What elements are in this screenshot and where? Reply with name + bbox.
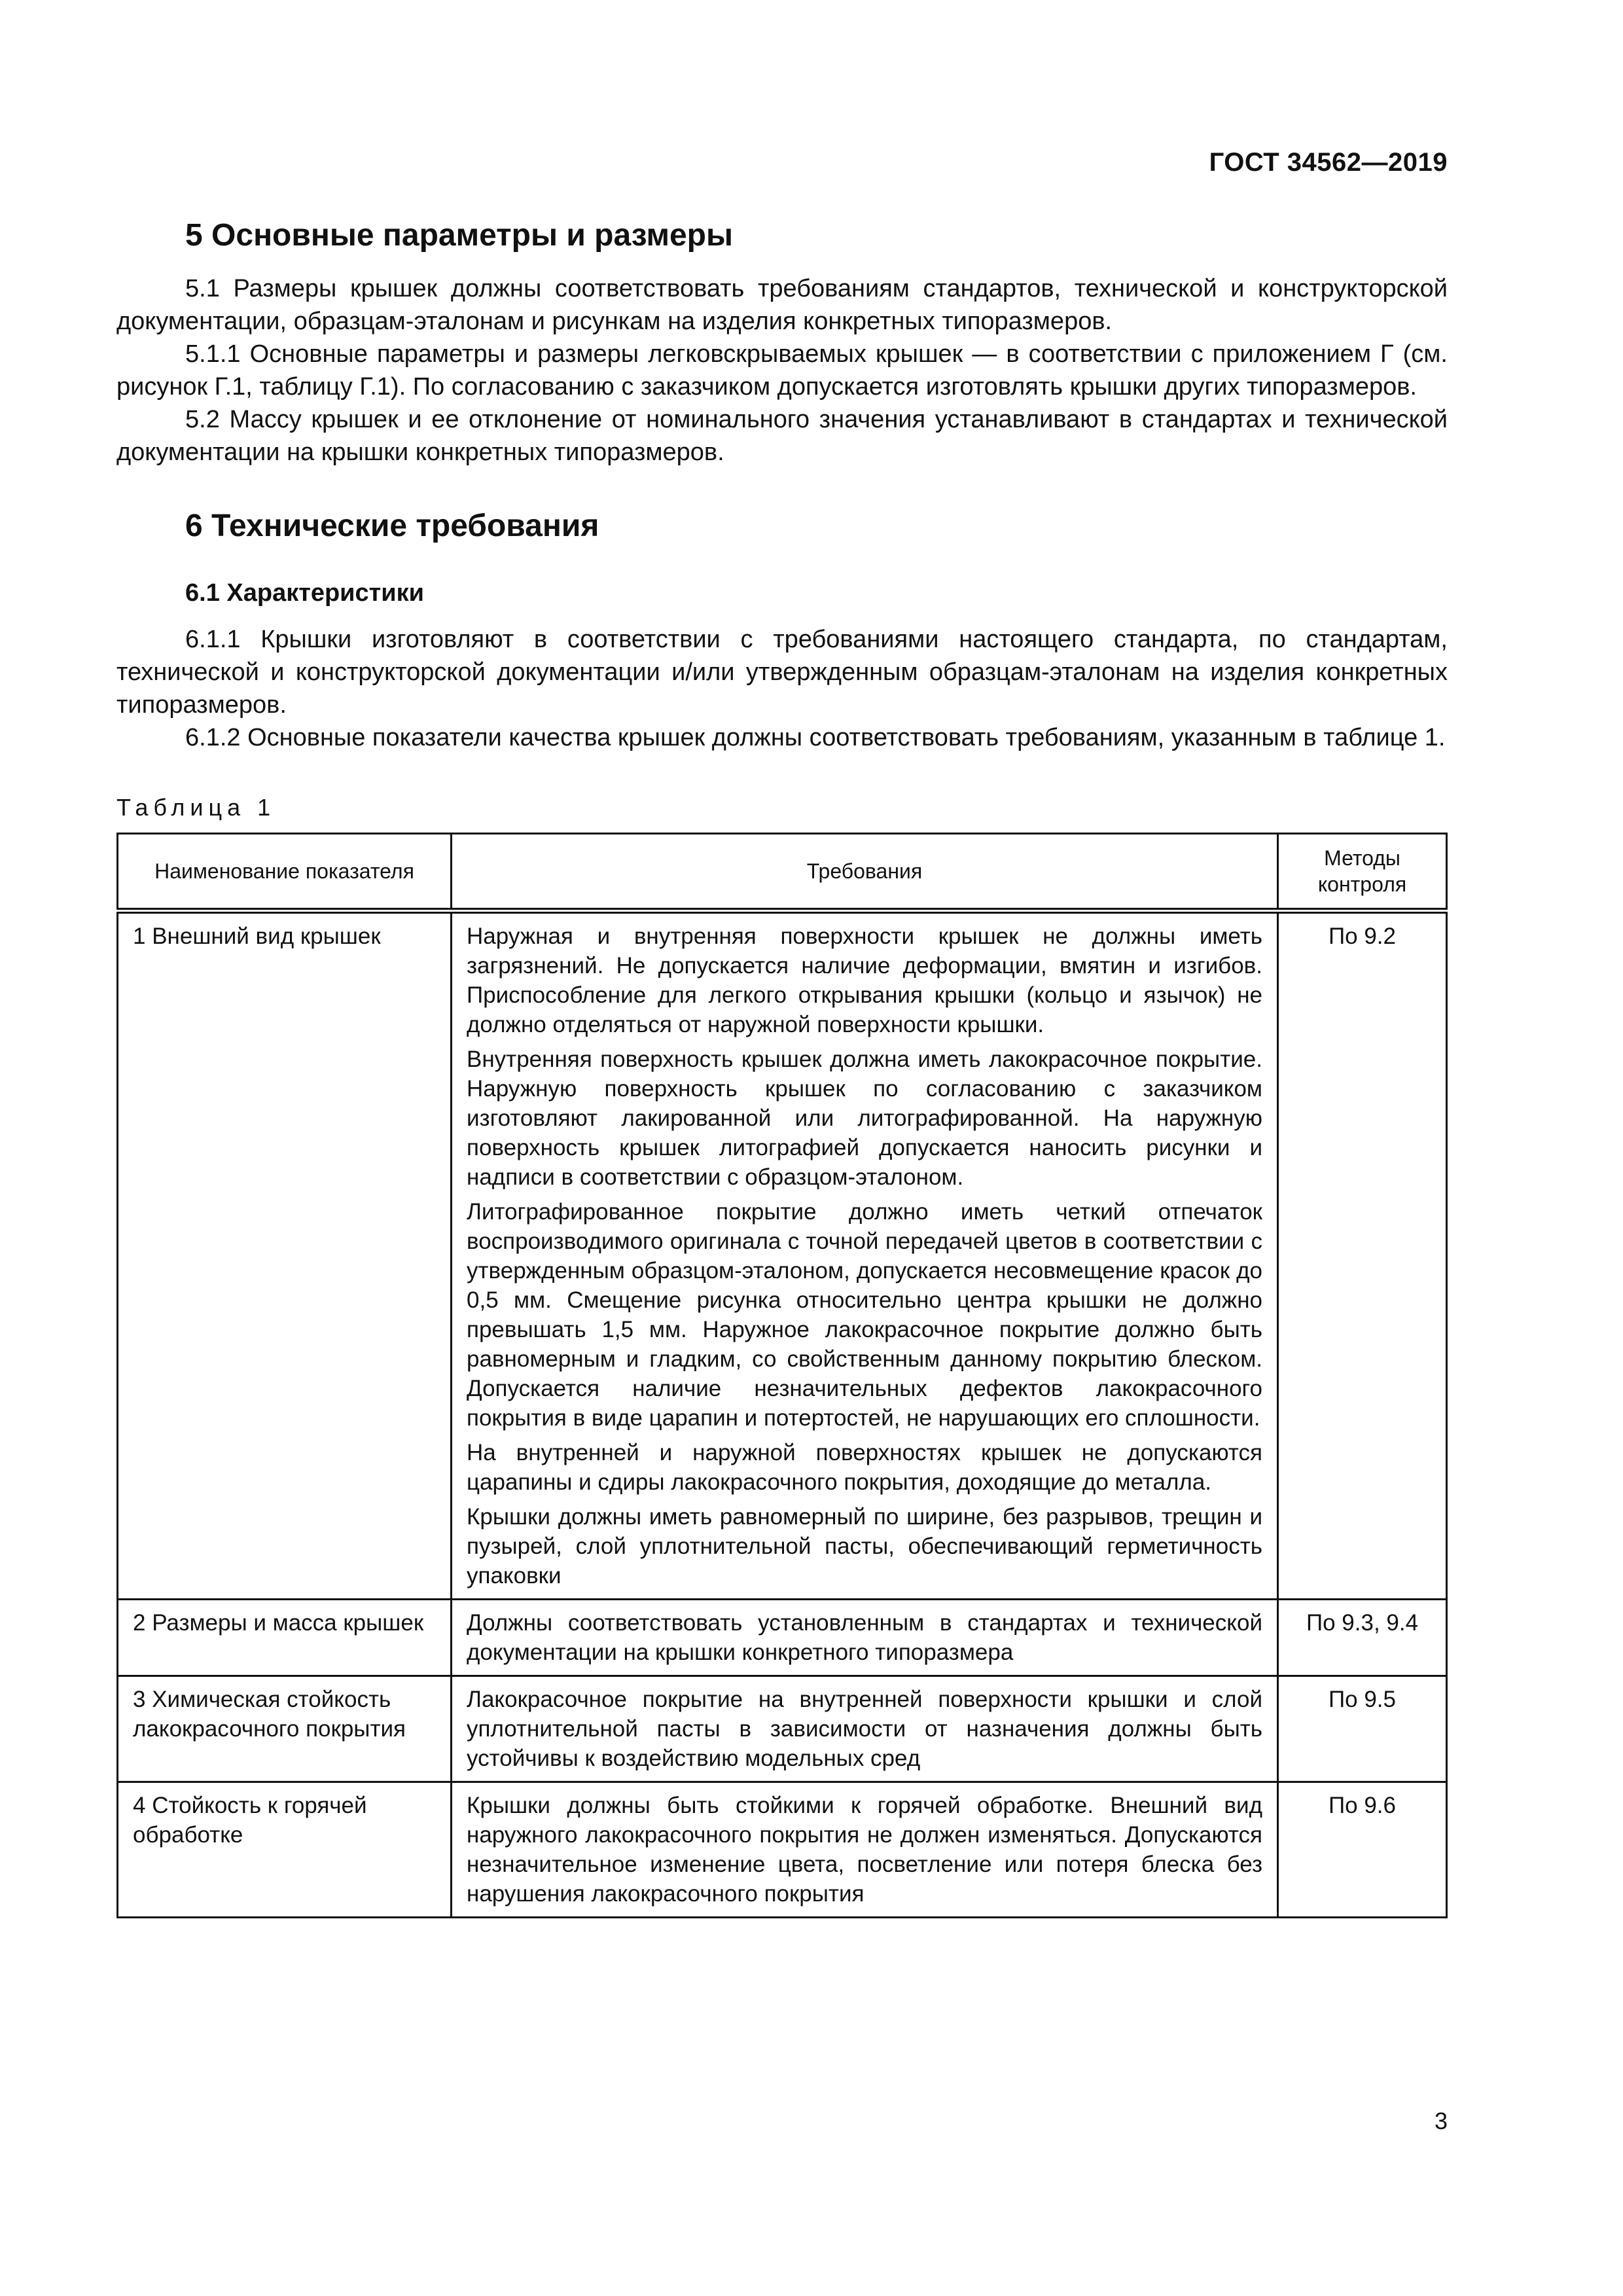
- requirement-text: Крышки должны быть стойкими к горячей обработке. Внешний вид наружного лакокрасочного покрытия не должен изменяться. Допускаются незначительное изменение цвета, посветление или потеря блеска без нарушения лакокрасочного покрытия: [467, 1793, 1262, 1907]
- indicator-name: 3 Химическая стойкость лакокрасочного покрытия: [118, 1676, 452, 1782]
- requirements-cell: [452, 1676, 1278, 1782]
- requirement-text: Внутренняя поверхность крышек должна иметь лакокрасочное покрытие. Наружную поверхность крышек по согласованию с заказчиком изготовляют лакированной или литографированной. На наружную поверхность крышек литографией допускается наносить рисунки и надписи в соответствии с образцом-эталоном.: [467, 1047, 1262, 1190]
- requirements-cell: [452, 911, 1278, 1600]
- table-header-row: [118, 834, 1447, 911]
- table-row: [118, 911, 1447, 1600]
- paragraph-5-1: 5.1 Размеры крышек должны соответствовать требованиям стандартов, технической и конструкторской документации, образцам-эталонам и рисункам на изделия конкретных типоразмеров.: [116, 275, 1448, 335]
- indicator-name: 4 Стойкость к горячей обработке: [118, 1782, 452, 1918]
- requirement-text: Должны соответствовать установленным в стандартах и технической документации на крышки конкретного типоразмера: [467, 1610, 1262, 1665]
- header-methods: Методы контроля: [1278, 834, 1447, 911]
- table-row: [118, 1676, 1447, 1782]
- requirement-text: На внутренней и наружной поверхностях крышек не допускаются царапины и сдиры лакокрасочного покрытия, доходящие до металла.: [467, 1440, 1262, 1495]
- paragraph-6-1-1: 6.1.1 Крышки изготовляют в соответствии с требованиями настоящего стандарта, по стандартам, технической и конструкторской документации и/или утвержденным образцам-эталонам на изделия конкретных типоразмеров.: [116, 626, 1448, 719]
- requirements-cell: [452, 1782, 1278, 1918]
- table-row: [118, 1600, 1447, 1676]
- section-5-title: 5 Основные параметры и размеры: [185, 218, 733, 253]
- requirement-text: Лакокрасочное покрытие на внутренней поверхности крышки и слой уплотнительной пасты в зависимости от назначения должны быть устойчивы к воздействию модельных сред: [467, 1687, 1262, 1771]
- header-indicator: Наименование показателя: [118, 834, 452, 911]
- paragraph-6-1-2: 6.1.2 Основные показатели качества крышек должны соответствовать требованиям, указанным в таблице 1.: [185, 724, 1446, 751]
- control-method: По 9.2: [1278, 911, 1447, 1600]
- requirements-cell: [452, 1600, 1278, 1676]
- requirement-text: Крышки должны иметь равномерный по ширине, без разрывов, трещин и пузырей, слой уплотнительной пасты, обеспечивающий герметичность упаковки: [467, 1504, 1262, 1588]
- standard-code: ГОСТ 34562—2019: [1209, 148, 1448, 177]
- page-number: 3: [1434, 2108, 1448, 2134]
- requirements-table: [116, 833, 1448, 1918]
- indicator-name: 1 Внешний вид крышек: [118, 911, 452, 1600]
- control-method: По 9.5: [1278, 1676, 1447, 1782]
- indicator-name: 2 Размеры и масса крышек: [118, 1600, 452, 1676]
- paragraph-5-2: 5.2 Массу крышек и ее отклонение от номинального значения устанавливают в стандартах и технической документации на крышки конкретных типоразмеров.: [116, 406, 1448, 466]
- requirement-text: Наружная и внутренняя поверхности крышек не должны иметь загрязнений. Не допускается наличие деформации, вмятин и изгибов. Приспособление для легкого открывания крышки (кольцо и язычок) не должно отделяться от наружной поверхности крышки.: [467, 924, 1262, 1037]
- control-method: По 9.6: [1278, 1782, 1447, 1918]
- subsection-6-1-title: 6.1 Характеристики: [185, 579, 425, 607]
- section-6-title: 6 Технические требования: [185, 509, 599, 543]
- header-requirements: Требования: [452, 834, 1278, 911]
- section-5-body: [116, 272, 1448, 469]
- paragraph-5-1-1: 5.1.1 Основные параметры и размеры легковскрываемых крышек — в соответствии с приложением Г (см. рисунок Г.1, таблицу Г.1). По согласованию с заказчиком допускается изготовлять крышки других типоразмеров.: [116, 340, 1448, 401]
- requirement-text: Литографированное покрытие должно иметь четкий отпечаток воспроизводимого оригинала с точной передачей цветов в соответствии с утвержденным образцом-эталоном, допускается несовмещение красок до 0,5 мм. Смещение рисунка относительно центра крышки не должно превышать 1,5 мм. Наружное лакокрасочное покрытие должно быть равномерным и гладким, со свойственным данному покрытию блеском. Допускается наличие незначительных дефектов лакокрасочного покрытия в виде царапин и потертостей, не нарушающих его сплошности.: [467, 1199, 1262, 1431]
- page-content: [116, 216, 1448, 1918]
- table-row: [118, 1782, 1447, 1918]
- table-caption: Таблица 1: [116, 794, 276, 821]
- control-method: По 9.3, 9.4: [1278, 1600, 1447, 1676]
